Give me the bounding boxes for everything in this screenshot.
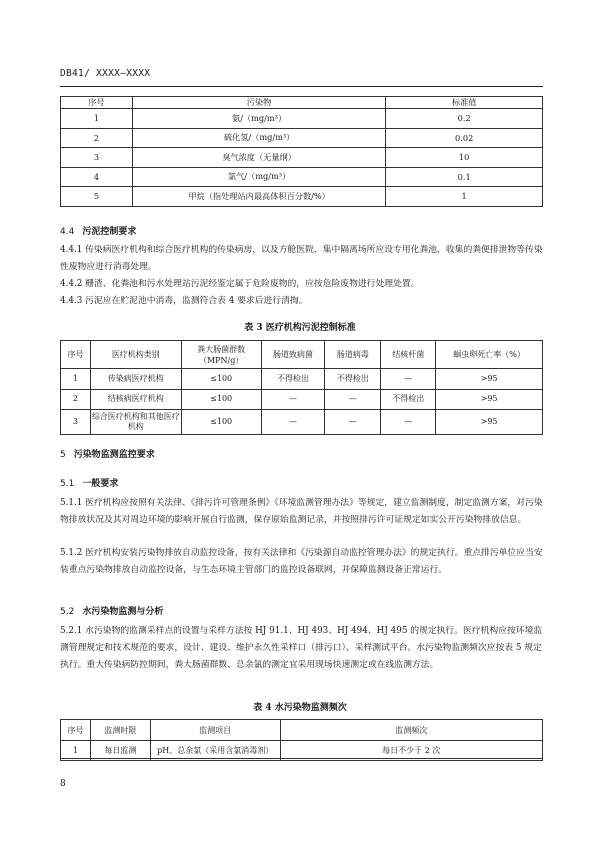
table-cell: 0.02: [386, 128, 543, 148]
table-header-cell: 序号: [61, 341, 91, 369]
table-header-cell: 结核杆菌: [381, 341, 436, 369]
page-number: 8: [60, 779, 66, 789]
table-cell: 氯气/（mg/m³）: [132, 167, 385, 187]
section-title: 水污染物监测与分析: [82, 607, 164, 617]
table-cell: 0.2: [386, 109, 543, 129]
sludge-standard-table: [60, 340, 543, 435]
table-cell: 传染病医疗机构: [90, 369, 181, 390]
table-cell: 不得检出: [325, 369, 381, 390]
table-cell: 1: [386, 187, 543, 207]
table-cell: 2: [61, 389, 91, 410]
section-number: 5: [60, 450, 66, 460]
table-row: [61, 167, 543, 187]
section-number: 5.1: [60, 479, 75, 489]
table-cell: —: [381, 410, 436, 435]
table-cell: 1: [61, 741, 91, 761]
monitoring-frequency-table: [60, 719, 543, 761]
pollutant-limits-table: [60, 96, 543, 207]
paragraph-5-2-1: 5.2.1 水污染物的监测采样点的设置与采样方法按 HJ 91.1、HJ 493、HJ 494、HJ 495 的规定执行。医疗机构应按环境监测管理规定和技术规范的要求，设计、建设、维护永久性采样口（排污口）、采样测试平台。水污染物监测频次应按表 5 规定执行。重大传染病防控期间，粪大肠菌群数、总余氯的测定宜采用现场快速测定或在线监测方法。: [60, 626, 543, 670]
table-cell: 10: [386, 148, 543, 168]
table-row: [61, 389, 543, 410]
section-title: 污染物监测监控要求: [73, 450, 155, 460]
table-cell: —: [261, 410, 325, 435]
table-header-cell: 序号: [61, 720, 91, 741]
table-header-cell: 肠道致病菌: [261, 341, 325, 369]
document-code: DB41/ XXXX—XXXX: [60, 68, 151, 79]
table-cell: —: [325, 410, 381, 435]
table-caption: 表 3 医疗机构污泥控制标准: [244, 323, 356, 333]
table-cell: 4: [61, 167, 133, 187]
table-cell: 1: [61, 109, 133, 129]
table-cell: 臭气浓度（无量纲）: [132, 148, 385, 168]
table-cell: ≤100: [181, 410, 261, 435]
table-row: [61, 369, 543, 390]
table-cell: 硫化氢/（mg/m³）: [132, 128, 385, 148]
table-cell: —: [325, 389, 381, 410]
table-cell: >95: [436, 410, 543, 435]
table-row: [61, 410, 543, 435]
table-row: [61, 148, 543, 168]
table-cell: pH、总余氯（采用含氯消毒剂）: [150, 741, 280, 761]
table-header-cell: 医疗机构类别: [90, 341, 181, 369]
table-cell: —: [381, 369, 436, 390]
table-cell: 2: [61, 128, 133, 148]
table-header-row: [61, 720, 543, 741]
paragraph-4-4-3: 4.4.3 污泥应在贮泥池中消毒，监测符合表 4 要求后进行清掏。: [60, 296, 308, 306]
table-cell: 结核病医疗机构: [90, 389, 181, 410]
table-cell: 不得检出: [381, 389, 436, 410]
table-header-cell: 监测时限: [90, 720, 150, 741]
table-header-cell: 监测频次: [280, 720, 542, 741]
table-cell: 不得检出: [261, 369, 325, 390]
header-rule: [60, 86, 543, 87]
table-header-cell: 蛔虫卵死亡率（%）: [436, 341, 543, 369]
table-cell: 3: [61, 410, 91, 435]
paragraph-4-4-1: 4.4.1 传染病医疗机构和综合医疗机构的传染病房，以及方舱医院、集中隔离场所应设专用化粪池，收集的粪便排泄物等传染性废物应进行消毒处理。: [60, 245, 543, 272]
table-header-cell: 粪大肠菌群数（MPN/g）: [181, 341, 261, 369]
table-cell: ≤100: [181, 369, 261, 390]
table-cell: 1: [61, 369, 91, 390]
table-row: [61, 128, 543, 148]
section-title: 一般要求: [82, 479, 119, 489]
table-cell: 0.1: [386, 167, 543, 187]
table-cell: >95: [436, 389, 543, 410]
table-cell: 5: [61, 187, 133, 207]
table-header-cell: 肠道病毒: [325, 341, 381, 369]
table-header-cell: 标准值: [386, 97, 543, 109]
table-bottom-rule: [60, 758, 543, 759]
table-header-row: [61, 341, 543, 369]
table-cell: 氨/（mg/m³）: [132, 109, 385, 129]
table-cell: 每日监测: [90, 741, 150, 761]
table-header-row: [61, 97, 543, 109]
paragraph-5-1-2: 5.1.2 医疗机构安装污染物排放自动监控设备，按有关法律和《污染源自动监控管理办法》的规定执行。重点排污单位应当安装重点污染物排放自动监控设备，与生态环境主管部门的监控设备联网，并保障监测设备正常运行。: [60, 548, 543, 575]
table-row: [61, 109, 543, 129]
table-caption: 表 4 水污染物监测频次: [253, 703, 347, 713]
table-row: [61, 187, 543, 207]
section-heading-4-4: [60, 224, 136, 237]
paragraph-5-1-1: 5.1.1 医疗机构应按照有关法律、《排污许可管理条例》《环境监测管理办法》等规定，建立监测制度，制定监测方案，对污染物排放状况及其对周边环境的影响开展自行监测，保存原始监测记录，并按照排污许可证规定如实公开污染物排放信息。: [60, 498, 543, 525]
table-cell: 每日不少于 2 次: [280, 741, 542, 761]
table-cell: 3: [61, 148, 133, 168]
section-number: 4.4: [60, 227, 75, 237]
section-title: 污泥控制要求: [82, 227, 137, 237]
table-header-cell: 污染物: [132, 97, 385, 109]
table-cell: 综合医疗机构和其他医疗机构: [90, 410, 181, 435]
section-number: 5.2: [60, 607, 75, 617]
section-heading-5-2: [60, 604, 163, 617]
table-header-cell: 序号: [61, 97, 133, 109]
table-cell: —: [261, 389, 325, 410]
table-cell: ≤100: [181, 389, 261, 410]
table-cell: >95: [436, 369, 543, 390]
table-header-cell: 监测项目: [150, 720, 280, 741]
table-cell: 甲烷（指处理站内最高体积百分数/%）: [132, 187, 385, 207]
section-heading-5: [60, 447, 155, 460]
section-heading-5-1: [60, 476, 118, 489]
paragraph-4-4-2: 4.4.2 栅渣、化粪池和污水处理站污泥经鉴定属于危险废物的，应按危险废物进行处理处置。: [60, 279, 420, 289]
